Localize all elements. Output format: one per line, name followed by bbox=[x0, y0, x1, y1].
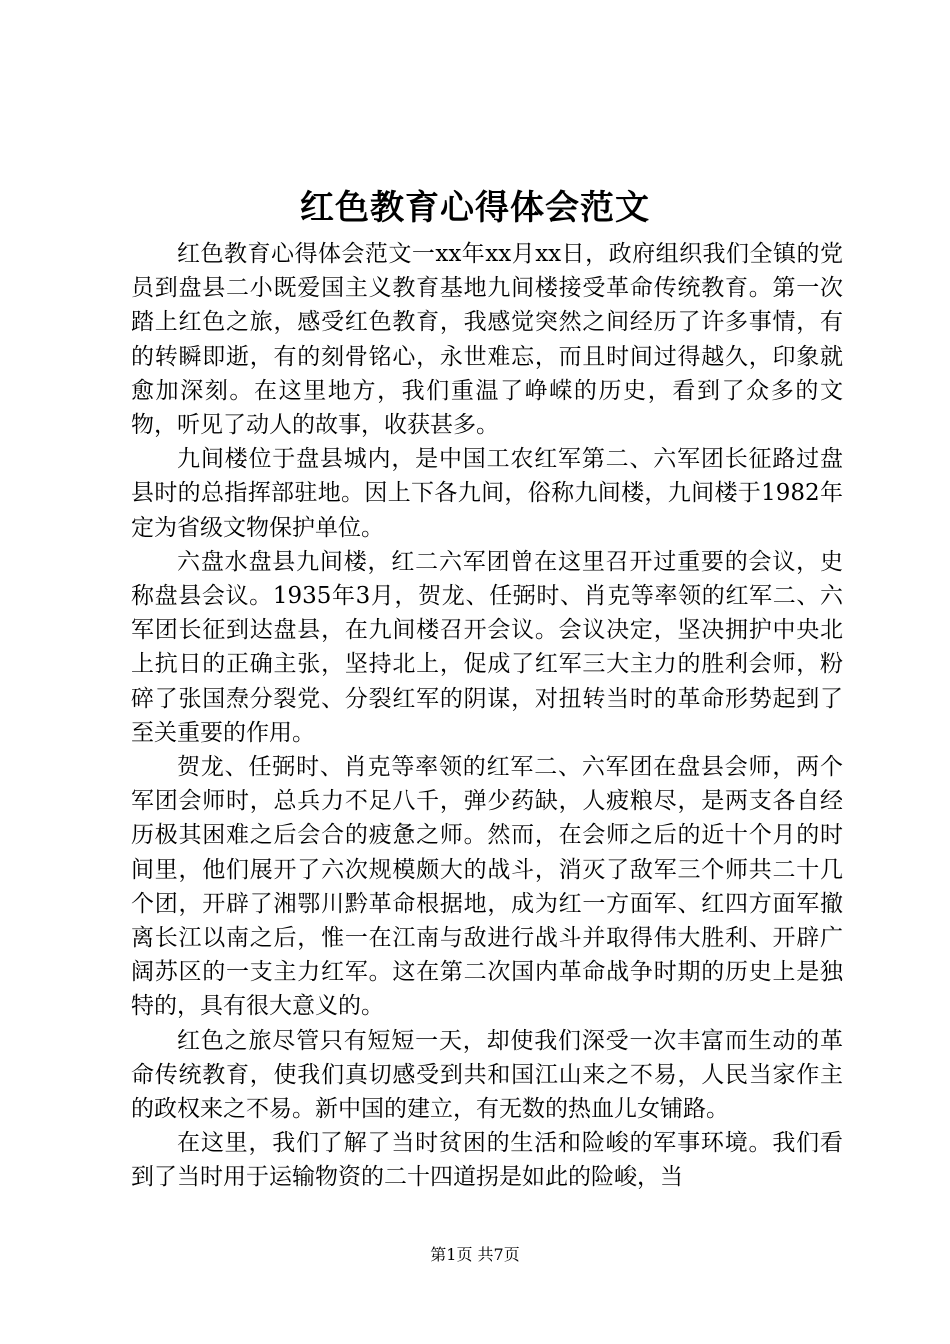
page-number-footer: 第1页 共7页 bbox=[430, 1245, 520, 1264]
paragraph-3: 六盘水盘县九间楼，红二六军团曾在这里召开过重要的会议，史称盘县会议。1935年3月，贺龙、任弼时、肖克等率领的红军二、六军团长征到达盘县，在九间楼召开会议。会议决定，坚决拥护中央北上抗日的正确主张，坚持北上，促成了红军三大主力的胜利会师，粉碎了张国焘分裂党、分裂红军的阴谋，对扭转当时的革命形势起到了至关重要的作用。 bbox=[131, 548, 843, 746]
paragraph-2: 九间楼位于盘县城内，是中国工农红军第二、六军团长征路过盘县时的总指挥部驻地。因上下各九间，俗称九间楼，九间楼于1982年定为省级文物保护单位。 bbox=[131, 446, 843, 541]
page-title: 红色教育心得体会范文 bbox=[300, 188, 650, 228]
paragraph-5: 红色之旅尽管只有短短一天，却使我们深受一次丰富而生动的革命传统教育，使我们真切感受到共和国江山来之不易，人民当家作主的政权来之不易。新中国的建立，有无数的热血儿女铺路。 bbox=[131, 1027, 843, 1123]
document-body bbox=[131, 237, 843, 1195]
paragraph-6: 在这里，我们了解了当时贫困的生活和险峻的军事环境。我们看到了当时用于运输物资的二十四道拐是如此的险峻，当 bbox=[131, 1130, 843, 1191]
paragraph-4: 贺龙、任弼时、肖克等率领的红军二、六军团在盘县会师，两个军团会师时，总兵力不足八千，弹少药缺，人疲粮尽，是两支各自经历极其困难之后会合的疲惫之师。然而，在会师之后的近十个月的时间里，他们展开了六次规模颇大的战斗，消灭了敌军三个师共二十几个团，开辟了湘鄂川黔革命根据地，成为红一方面军、红四方面军撤离长江以南之后，惟一在江南与敌进行战斗并取得伟大胜利、开辟广阔苏区的一支主力红军。这在第二次国内革命战争时期的历史上是独特的，具有很大意义的。 bbox=[131, 754, 843, 1020]
paragraph-1: 红色教育心得体会范文一xx年xx月xx日，政府组织我们全镇的党员到盘县二小既爱国主义教育基地九间楼接受革命传统教育。第一次踏上红色之旅，感受红色教育，我感觉突然之间经历了许多事情，有的转瞬即逝，有的刻骨铭心，永世难忘，而且时间过得越久，印象就愈加深刻。在这里地方，我们重温了峥嵘的历史，看到了众多的文物，听见了动人的故事，收获甚多。 bbox=[131, 241, 843, 439]
